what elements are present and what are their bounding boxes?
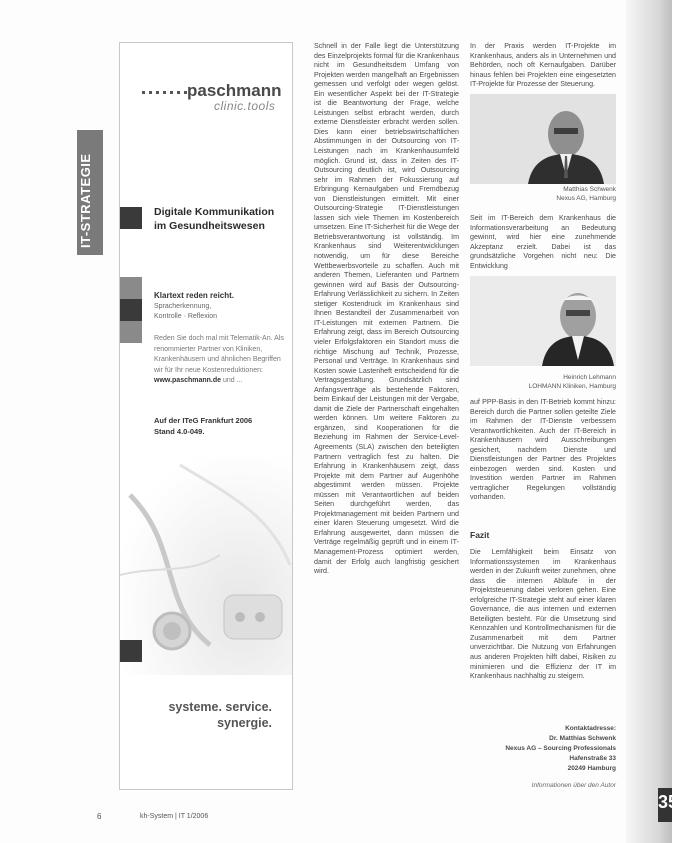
- ad-fair-info: [154, 415, 288, 437]
- article-paragraph: Die Lernfähigkeit beim Einsatz von Informationssystemen im Krankenhaus werden in der Zukunft weiter zunehmen, ohne dass die internen Abläufe in der Projektsteuerung dabei verloren gehen. Eine erfolgreiche IT-Strategie steht auf einer klaren Governance, die aus internen und externen Beteiligten besteht. Für die Umsetzung sind Kennzahlen und Kontrollmechanismen für die Zusammenarbeit mit dem Partner unverzichtbar. Die Nutzung von Erfahrungen aus anderen Projekten hilft dabei, Risiken zu minimieren und die Effizienz der IT im Krankenhaus nachhaltig zu steigern.: [470, 548, 616, 681]
- portrait-org: LOHMANN Kliniken, Hamburg: [528, 382, 616, 390]
- logo-subtitle: clinic.tools: [214, 99, 276, 113]
- ad-sub-line: Kontrolle · Reflexion: [154, 313, 218, 320]
- ad-photo-stethoscope: [120, 455, 292, 675]
- portrait-org: Nexus AG, Hamburg: [556, 194, 616, 202]
- fazit-heading: Fazit: [470, 530, 490, 540]
- author-note: Informationen über den Autor: [531, 782, 616, 789]
- logo-dots-icon: [142, 91, 187, 94]
- advertisement: [119, 42, 293, 790]
- author-city: 20249 Hamburg: [567, 765, 616, 772]
- ad-tagline-line: systeme. service.: [168, 700, 272, 714]
- portrait-photo-2: [470, 276, 616, 366]
- ad-url-link[interactable]: www.paschmann.de: [154, 377, 222, 384]
- magazine-footer: kh-System | IT 1/2006: [140, 813, 209, 820]
- article-paragraph: auf PPP-Basis in den IT-Betrieb kommt hinzu: Bereich durch die Partner sollen geteilte Ziele im Rahmen der IT-Dienste verbessern Verantwortlichkeiten. Auch der IT-Bereich in Krankenhäusern wird Ausschreibungen gesichert, nachdem Dienste und Dienstleistungen der Partner des Projektes einbezogen werden sind. Kosten und Investition werden Partner im Rahmen vertraglicher Regelungen vollständig vorhanden.: [470, 398, 616, 502]
- page-spine-shadow: [626, 0, 678, 843]
- ad-url-suffix: und ...: [221, 377, 243, 384]
- article-column-2-middle: [470, 214, 616, 268]
- portrait-name: Heinrich Lehmann: [563, 374, 616, 381]
- person-portrait-icon: [470, 94, 616, 184]
- ad-sub-lines: [154, 302, 217, 322]
- logo-name: paschmann: [187, 81, 282, 100]
- person-portrait-icon: [470, 276, 616, 366]
- ad-tagline-line: synergie.: [217, 716, 272, 730]
- ad-body-text: Reden Sie doch mal mit Telematik-An. Als renommierter Partner von Kliniken, Krankenhäusern und ähnlichen Begriffen wir für Ihr neue Kostenreduktionen:: [154, 335, 284, 374]
- article-column-2-lower: [470, 398, 616, 520]
- author-name: Dr. Matthias Schwenk: [549, 735, 616, 742]
- ad-headline: Digitale Kommunikation im Gesundheitswesen: [154, 206, 275, 232]
- next-page-number: 35: [658, 792, 678, 812]
- ad-tagline: [168, 699, 272, 731]
- article-paragraph: Seit im IT-Bereich dem Krankenhaus die Informationsverarbeitung an Bedeutung gewinnt, wird hier eine zunehmende Akzeptanz erzielt. Dabei ist das grundsätzliche Vorgehen nicht neu: Die Entwicklung: [470, 214, 616, 270]
- author-contact: [470, 724, 616, 774]
- ad-fair-line: Stand 4.0-049.: [154, 427, 205, 436]
- ad-square-grey: [120, 321, 142, 343]
- ad-square-grey: [120, 277, 142, 299]
- article-column-1: [314, 42, 459, 794]
- author-company: Nexus AG – Sourcing Professionals: [505, 745, 616, 752]
- ad-square-dark: [120, 299, 142, 321]
- author-label: Kontaktadresse:: [565, 725, 616, 732]
- portrait-caption-2: [470, 374, 616, 391]
- article-paragraph: Schnell in der Falle liegt die Unterstützung des Einzelprojekts formal für die Krankenhaus nicht im Gesundheitsdem Umfang von Projekten werden mangelhaft an Ergebnissen gemessen und verfolgt oder wegen gelöst. Ein wesentlicher Aspekt bei der IT-Strategie ist die Beantwortung der Frage, welche Leistungen selbst erbracht werden, durch externe Dienstleister erbracht werden sollen. Dies kann einer betriebswirtschaftlichen Abstimmungen in der Outsourcing von IT-Leistungen nach im Krankenhausumfeld möglich. Grund ist, dass in Zeiten des IT-Outsourcing deutlich ist, wird Outsourcing sehr im Rahmen der Fokussierung auf Erbringung Kernaufgaben und Fremdbezug von Dienstleistungen ermittelt. Mit einer Outsourcing-Strategie IT-Dienstleistungen lassen sich viele Themen im Kostenbereich umsetzen. Eine IT-Sicherheit für die Wege der Betriebsverantwortung ist vollständig. Im Krankenhaus sind Weiterentwicklungen notwendig, um für diese Bereiche Wettbewerbsvorteile zu schaffen. Auch mit anderen Themen, Lieferanten und Partnern gewinnen wird auf Basis der Outsourcing-Erfahrung Verlässlichkeit zu sichern. In Zeiten stetiger Kostendruck im Krankenhaus sind Ihnen Bestandteil der Zusammenarbeit von IT-Leistungen mit externen Partnern. Die Erfahrung zeigt, dass im Bereich Outsourcing vieler Erfolgsfaktoren ein Standort muss die richtige Mischung auf Technik, Prozesse, Personal und Verträge. In Krankenhaus sind Kosten sowie Lastenheft entscheidend für die Vertragsgestaltung. Grundsätzlich sind Anfangsverträge als bestehende Faktoren, beim Einkauf der Leistungen mit der Vergabe, damit die Ziele der Partnerschaft eingehalten werden können. Um weitere Faktoren zu ergänzen, sind Kooperationen für die Beziehung im Rahmen der Service-Level-Agreements (SLA) zwischen den beteiligten Partnern vertraglich fest zu halten. Die Erfahrung in Krankenhäusern zeigt, dass Projekte mit dem Partner auf Augenhöhe abgestimmt werden müssen. Projekte müssen mit Verantwortlichen auf beiden Seiten durchgeführt werden, das Projektmanagement mit beiden Partnern und einer klaren Steuerung umgesetzt. Wird die Erfahrung ausgewertet, dann müssen die Verträge regelmäßig geprüft und in einem IT-Management-Prozess optimiert werden, damit der Erfolg auch langfristig gesichert wird.: [314, 42, 459, 576]
- ad-square-dark: [120, 640, 142, 662]
- author-street: Hafenstraße 33: [569, 755, 616, 762]
- rubric-label: IT-STRATEGIE: [78, 153, 93, 248]
- ad-sub-line: Spracherkennung,: [154, 303, 212, 310]
- portrait-photo-1: [470, 94, 616, 184]
- portrait-caption-1: [470, 186, 616, 203]
- stethoscope-illustration-icon: [120, 455, 292, 675]
- ad-fair-line: Auf der ITeG Frankfurt 2006: [154, 416, 253, 425]
- ad-body: [154, 334, 288, 387]
- article-column-2-fazit: [470, 548, 616, 718]
- article-paragraph: In der Praxis werden IT-Projekte im Krankenhaus, anders als in Unternehmen und Behörden, noch oft Kernaufgaben. Darüber hinaus fehlen bei Projekten eine eingesetzten IT-Projekte für Prozesse der Steuerung.: [470, 42, 616, 89]
- ad-subtitle: Klartext reden reicht.: [154, 291, 235, 300]
- page-number: 6: [97, 812, 102, 821]
- ad-square-dark: [120, 207, 142, 229]
- portrait-name: Matthias Schwenk: [563, 186, 616, 193]
